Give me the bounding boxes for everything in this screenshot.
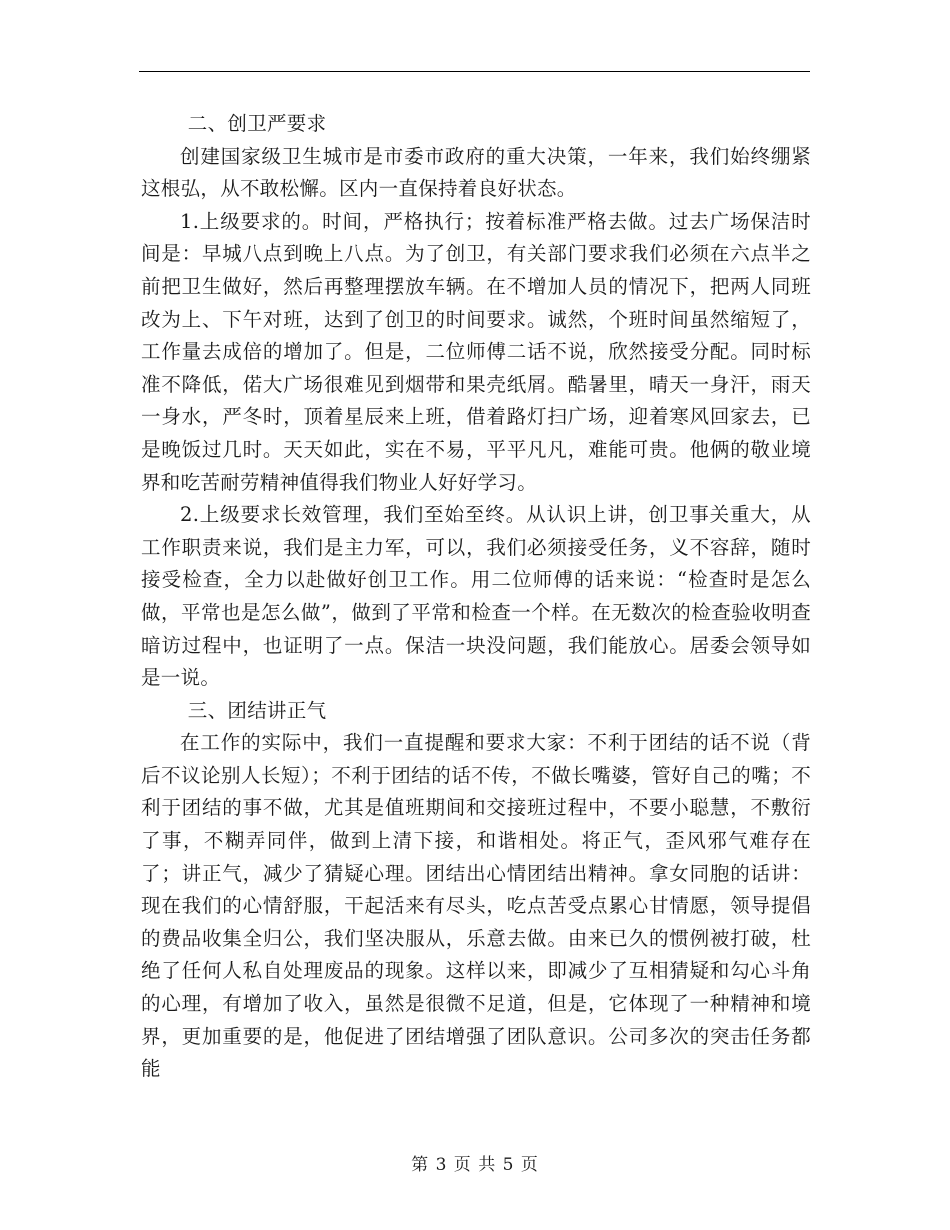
page-footer	[0, 1150, 950, 1175]
paragraph-intro: 创建国家级卫生城市是市委市政府的重大决策，一年来，我们始终绷紧这根弘，从不敢松懈。区内一直保持着良好状态。	[141, 144, 811, 201]
header-rule	[139, 71, 810, 72]
page-number: 第 3 页 共 5 页	[411, 1155, 539, 1175]
paragraph-item-2: 2.上级要求长效管理，我们至始至终。从认识上讲，创卫事关重大，从工作职责来说，我们是主力军，可以，我们必须接受任务，义不容辞，随时接受检查，全力以赴做好创卫工作。用二位师傅的话来说：“检查时是怎么做，平常也是怎么做”，做到了平常和检查一个样。在无数次的检查验收明查暗访过程中，也证明了一点。保洁一块没问题，我们能放心。居委会领导如是一说。	[141, 503, 811, 690]
paragraph-item-1: 1.上级要求的。时间，严格执行；按着标准严格去做。过去广场保洁时间是：早城八点到晚上八点。为了创卫，有关部门要求我们必须在六点半之前把卫生做好，然后再整理摆放车辆。在不增加人员的情况下，把两人同班改为上、下午对班，达到了创卫的时间要求。诚然，个班时间虽然缩短了，工作量去成倍的增加了。但是，二位师傅二话不说，欣然接受分配。同时标准不降低，偌大广场很难见到烟带和果壳纸屑。酷暑里，晴天一身汗，雨天一身水，严冬时，顶着星辰来上班，借着路灯扫广场，迎着寒风回家去，已是晚饭过几时。天天如此，实在不易，平平凡凡，难能可贵。他俩的敬业境界和吃苦耐劳精神值得我们物业人好好学习。	[141, 209, 811, 494]
section-heading-3: 三、团结讲正气	[187, 698, 327, 722]
section-heading-2: 二、创卫严要求	[187, 112, 327, 135]
paragraph-unity: 在工作的实际中，我们一直提醒和要求大家：不利于团结的话不说（背后不议论别人长短）；不利于团结的话不传，不做长嘴婆，管好自己的嘴；不利于团结的事不做，尤其是值班期间和交接班过程中，不要小聪慧，不敷衍了事，不糊弄同伴，做到上清下接，和谐相处。将正气，歪风邪气难存在了；讲正气，减少了猜疑心理。团结出心情团结出精神。拿女同胞的话讲：现在我们的心情舒服，干起活来有尽头，吃点苦受点累心甘情愿，领导提倡的费品收集全归公，我们坚决服从，乐意去做。由来已久的惯例被打破，杜绝了任何人私自处理废品的现象。这样以来，即减少了互相猜疑和勾心斗角的心理，有增加了收入，虽然是很微不足道，但是，它体现了一种精神和境界，更加重要的是，他促进了团结增强了团队意识。公司多次的突击任务都能	[141, 731, 811, 1081]
document-body	[141, 108, 811, 1086]
